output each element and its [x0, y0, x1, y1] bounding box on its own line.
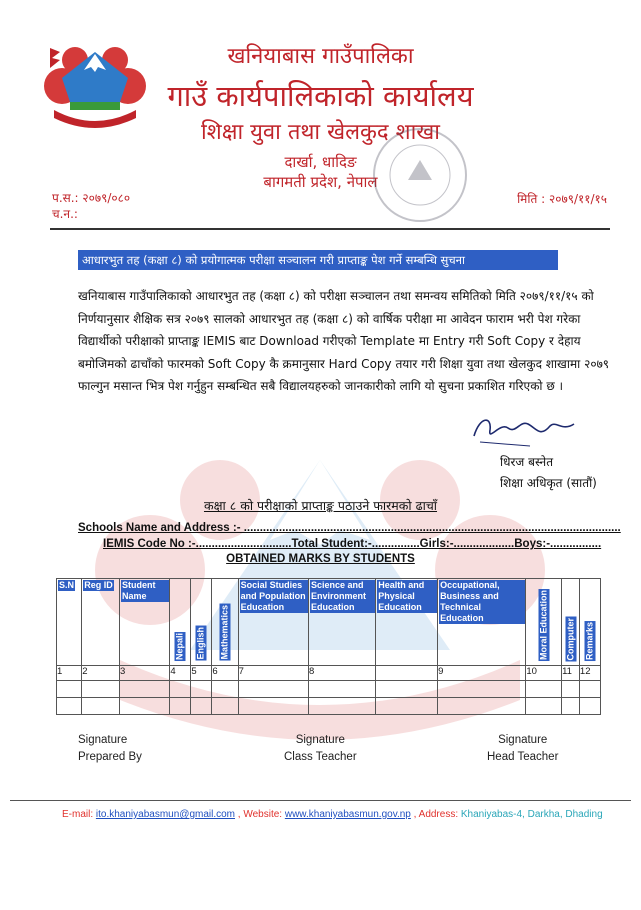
header-label: Reg ID	[84, 580, 113, 590]
header-cell	[82, 579, 120, 666]
section-name: शिक्षा युवा तथा खेलकुद शाखा	[201, 120, 440, 145]
header-label: Science and Environment Education	[310, 580, 375, 613]
table-cell	[238, 681, 308, 698]
column-number: 6	[212, 666, 238, 681]
office-location: दार्खा, धादिङ	[284, 153, 357, 171]
header-label: Moral Education	[538, 589, 549, 660]
table-cell	[438, 698, 526, 715]
iemis-code-line: IEMIS Code No :-..............................Total Student:-...............Girls:-...................Boys:-................	[103, 538, 602, 550]
column-number: 2	[82, 666, 120, 681]
table-row	[57, 698, 601, 715]
table-cell	[170, 698, 191, 715]
website-link[interactable]: www.khaniyabasmun.gov.np	[284, 809, 411, 820]
header-cell	[238, 579, 308, 666]
table-cell	[212, 681, 238, 698]
signature-role: Class Teacher	[284, 751, 357, 763]
table-cell	[82, 681, 120, 698]
table-cell	[57, 681, 82, 698]
table-cell	[120, 681, 170, 698]
head-teacher-signature	[487, 732, 558, 766]
header-divider	[50, 228, 610, 230]
table-cell	[562, 681, 580, 698]
letter-date: मिति : २०७९/११/१५	[517, 192, 607, 206]
signature-role: Prepared By	[78, 751, 142, 763]
table-cell	[438, 681, 526, 698]
column-number-row	[57, 666, 601, 681]
column-number: 3	[120, 666, 170, 681]
table-cell	[238, 698, 308, 715]
column-number: 4	[170, 666, 191, 681]
signature-label: Signature	[498, 734, 548, 746]
column-number: 8	[309, 666, 376, 681]
header-label: S.N	[59, 580, 75, 590]
column-number: 10	[526, 666, 562, 681]
column-number	[376, 666, 438, 681]
reference-numbers	[52, 190, 130, 222]
address-text: Khaniyabas-4, Darkha, Dhading	[460, 809, 603, 820]
header-cell	[579, 579, 600, 666]
header-label: Occupational, Business and Technical Education	[439, 580, 525, 624]
notice-body	[78, 285, 613, 398]
table-cell	[170, 681, 191, 698]
header-cell	[376, 579, 438, 666]
header-cell	[57, 579, 82, 666]
letter-number: प.स.: २०७९/०८०	[52, 191, 131, 205]
office-province: बागमती प्रदेश, नेपाल	[263, 173, 378, 191]
table-cell	[212, 698, 238, 715]
footer-divider	[10, 800, 631, 801]
class-teacher-signature	[284, 732, 357, 766]
table-row	[57, 681, 601, 698]
header-label: English	[195, 627, 206, 660]
table-header-row	[57, 579, 601, 666]
header-cell	[309, 579, 376, 666]
column-number: 1	[57, 666, 82, 681]
table-cell	[82, 698, 120, 715]
school-name-line: Schools Name and Address :- ......................................................................................................................	[78, 522, 621, 534]
table-cell	[120, 698, 170, 715]
table-cell	[579, 698, 600, 715]
table-cell	[376, 698, 438, 715]
table-cell	[57, 698, 82, 715]
header-cell	[438, 579, 526, 666]
column-number: 5	[191, 666, 212, 681]
column-number: 9	[438, 666, 526, 681]
signature-role: Head Teacher	[487, 751, 559, 763]
table-cell	[191, 698, 212, 715]
header-cell	[120, 579, 170, 666]
office-stamp	[368, 125, 473, 225]
table-cell	[309, 698, 376, 715]
table-cell	[526, 681, 562, 698]
table-cell	[579, 681, 600, 698]
website-label: , Website:	[235, 809, 285, 820]
address-label: , Address:	[410, 809, 461, 820]
municipality-name: खनियाबास गाउँपालिका	[227, 44, 414, 69]
form-title: कक्षा ८ को परीक्षाको प्राप्ताङ्क पठाउने फारमको ढाचाँ	[203, 498, 438, 513]
table-cell	[309, 681, 376, 698]
header-label: Social Studies and Population Education	[240, 580, 308, 613]
officer-block	[500, 452, 597, 494]
office-name: गाउँ कार्यपालिकाको कार्यालय	[167, 79, 474, 113]
column-number: 11	[562, 666, 580, 681]
table-cell	[191, 681, 212, 698]
officer-title: शिक्षा अधिकृत (सातौं)	[500, 476, 597, 490]
prepared-by-signature	[78, 732, 142, 766]
header-label: Nepali	[174, 632, 185, 660]
signature-label: Signature	[78, 734, 128, 746]
header-cell	[526, 579, 562, 666]
notice-title: आधारभुत तह (कक्षा ८) को प्रयोगात्मक परीक्षा सञ्चालन गरी प्राप्ताङ्क पेश गर्ने सम्बन्धि सुचना	[78, 250, 558, 270]
footer-contact	[62, 809, 603, 820]
header-cell	[562, 579, 580, 666]
column-number: 7	[238, 666, 308, 681]
header-label: Computer	[565, 617, 575, 660]
header-label: Student Name	[121, 580, 169, 602]
header-cell	[191, 579, 212, 666]
table-cell	[526, 698, 562, 715]
officer-signature	[470, 412, 580, 450]
table-cell	[562, 698, 580, 715]
obtained-marks-heading: OBTAINED MARKS BY STUDENTS	[226, 553, 415, 565]
dispatch-number: च.न.:	[52, 207, 78, 221]
signature-label: Signature	[295, 734, 345, 746]
header-label: Mathematics	[219, 605, 230, 660]
column-number: 12	[579, 666, 600, 681]
email-link[interactable]: ito.khaniyabasmun@gmail.com	[95, 809, 236, 820]
header-cell	[212, 579, 238, 666]
notice-paragraph: खनियाबास गाउँपालिकाको आधारभुत तह (कक्षा ८) को परीक्षा सञ्चालन तथा समन्वय समितिको मिति २०७९/११/१५ को निर्णयानुसार शैक्षिक सत्र २०७९ सालको आधारभुत तह (कक्षा ८) को वार्षिक परीक्षा मा आवेदन फाराम भरी पेश गरेका विद्यार्थीको परीक्षाको प्राप्ताङ्क IEMIS बाट Download गरीएको Template मा Entry गरी Soft Copy र देहाय बमोजिमको ढाचाँको फारमको Soft Copy कै क्रमानुसार Hard Copy तयार गरी शिक्षा युवा तथा खेलकुद शाखामा २०७९ फाल्गुन मसान्त भित्र पेश गर्नुहुन सम्बन्धित सबै विद्यालयहरुको जानकारीको लागि यो सुचना प्रकाशित गरिएको छ ।	[78, 289, 610, 393]
header-label: Health and Physical Education	[377, 580, 437, 613]
header-cell	[170, 579, 191, 666]
marks-table	[56, 578, 601, 715]
officer-name: धिरज बस्नेत	[500, 455, 554, 469]
table-cell	[376, 681, 438, 698]
email-label: E-mail:	[62, 809, 96, 820]
header-label: Remarks	[584, 621, 595, 660]
